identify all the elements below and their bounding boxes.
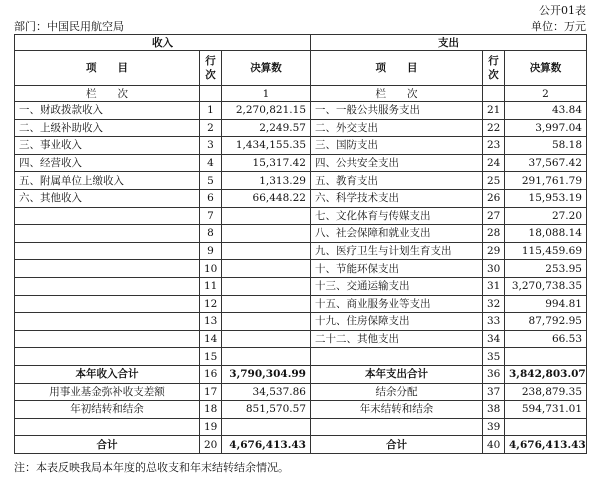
- income-item-label: 合计: [15, 436, 200, 454]
- income-amount: [222, 295, 311, 313]
- income-line-number: 9: [200, 242, 222, 260]
- income-line-number: 15: [200, 348, 222, 366]
- expense-amount: 291,761.79: [505, 172, 587, 190]
- income-item-label: [15, 313, 200, 331]
- income-column-row-blank: [200, 86, 222, 102]
- income-item-label: [15, 207, 200, 225]
- income-line-number: 18: [200, 401, 222, 419]
- expense-item-label: 本年支出合计: [311, 365, 483, 383]
- income-column-row-label: 栏 次: [15, 86, 200, 102]
- expense-item-label: [311, 348, 483, 366]
- year-total-row: [15, 365, 587, 383]
- income-line-number: 5: [200, 172, 222, 190]
- income-line-header-top: 行: [205, 55, 216, 67]
- expense-amount: 27.20: [505, 207, 587, 225]
- income-section-title: 收入: [15, 35, 311, 51]
- expense-line-number: 34: [483, 330, 505, 348]
- department-label: 部门：中国民用航空局: [14, 20, 124, 33]
- expense-amount: 87,792.95: [505, 313, 587, 331]
- expense-item-label: 八、社会保障和就业支出: [311, 225, 483, 243]
- income-line-header-bottom: 次: [205, 69, 216, 81]
- income-item-label: [15, 260, 200, 278]
- expense-line-number: 26: [483, 189, 505, 207]
- table-row: [15, 277, 587, 295]
- income-line-number: 3: [200, 137, 222, 155]
- expense-amount: 994.81: [505, 295, 587, 313]
- expense-line-number: 22: [483, 119, 505, 137]
- footnote: 注：本表反映我局本年度的总收支和年末结转结余情况。: [14, 461, 289, 474]
- form-code: 公开01表: [539, 4, 586, 17]
- income-item-label: 五、附属单位上缴收入: [15, 172, 200, 190]
- income-line-number: 16: [200, 365, 222, 383]
- expense-amount: [505, 418, 587, 436]
- expense-amount: 4,676,413.43: [505, 436, 587, 454]
- table-row: [15, 172, 587, 190]
- expense-line-number: 28: [483, 225, 505, 243]
- expense-amount: 15,953.19: [505, 189, 587, 207]
- income-line-number: 8: [200, 225, 222, 243]
- expense-item-label: 十、节能环保支出: [311, 260, 483, 278]
- expense-column-row-blank: [483, 86, 505, 102]
- income-item-label: 本年收入合计: [15, 365, 200, 383]
- income-line-number: 1: [200, 102, 222, 120]
- income-line-number: 14: [200, 330, 222, 348]
- income-amount: [222, 277, 311, 295]
- income-item-label: 三、事业收入: [15, 137, 200, 155]
- income-amount-header: 决算数: [222, 51, 311, 86]
- income-amount: 1,313.29: [222, 172, 311, 190]
- expense-item-label: 四、公共安全支出: [311, 154, 483, 172]
- income-line-number: 20: [200, 436, 222, 454]
- income-line-number: 10: [200, 260, 222, 278]
- expense-line-number: 24: [483, 154, 505, 172]
- expense-item-label: 结余分配: [311, 383, 483, 401]
- expense-column-number: 2: [505, 86, 587, 102]
- table-row: [15, 313, 587, 331]
- income-amount: 66,448.22: [222, 189, 311, 207]
- expense-line-number: 35: [483, 348, 505, 366]
- expense-amount: 66.53: [505, 330, 587, 348]
- income-amount: 2,270,821.15: [222, 102, 311, 120]
- table-row: [15, 295, 587, 313]
- expense-item-label: 十三、交通运输支出: [311, 277, 483, 295]
- expense-item-label: [311, 418, 483, 436]
- expense-column-row-label: 栏 次: [311, 86, 483, 102]
- expense-item-label: 十九、住房保障支出: [311, 313, 483, 331]
- table-row: [15, 119, 587, 137]
- table-row: [15, 102, 587, 120]
- income-item-label: 六、其他收入: [15, 189, 200, 207]
- income-item-label: [15, 348, 200, 366]
- expense-amount: 115,459.69: [505, 242, 587, 260]
- expense-line-number: 23: [483, 137, 505, 155]
- income-line-number: 17: [200, 383, 222, 401]
- income-item-label: [15, 225, 200, 243]
- expense-line-number: 27: [483, 207, 505, 225]
- income-line-header: [200, 51, 222, 86]
- expense-amount: [505, 348, 587, 366]
- expense-amount: 58.18: [505, 137, 587, 155]
- expense-item-label: 二、外交支出: [311, 119, 483, 137]
- income-amount: 15,317.42: [222, 154, 311, 172]
- expense-line-number: 40: [483, 436, 505, 454]
- table-row: [15, 383, 587, 401]
- income-amount: 851,570.57: [222, 401, 311, 419]
- expense-item-label: 九、医疗卫生与计划生育支出: [311, 242, 483, 260]
- expense-amount-header: 决算数: [505, 51, 587, 86]
- income-item-label: [15, 418, 200, 436]
- expense-amount: 3,842,803.07: [505, 365, 587, 383]
- expense-line-number: 39: [483, 418, 505, 436]
- expense-item-label: 七、文化体育与传媒支出: [311, 207, 483, 225]
- income-line-number: 6: [200, 189, 222, 207]
- income-amount: [222, 207, 311, 225]
- table-row: [15, 242, 587, 260]
- expense-line-number: 29: [483, 242, 505, 260]
- expense-line-number: 33: [483, 313, 505, 331]
- income-amount: [222, 330, 311, 348]
- income-amount: [222, 418, 311, 436]
- expense-item-label: 二十二、其他支出: [311, 330, 483, 348]
- expense-line-number: 32: [483, 295, 505, 313]
- table-row: [15, 401, 587, 419]
- income-amount: 2,249.57: [222, 119, 311, 137]
- income-amount: [222, 242, 311, 260]
- income-amount: [222, 313, 311, 331]
- income-amount: [222, 225, 311, 243]
- income-line-number: 12: [200, 295, 222, 313]
- income-item-label: [15, 277, 200, 295]
- income-line-number: 7: [200, 207, 222, 225]
- expense-amount: 18,088.14: [505, 225, 587, 243]
- expense-item-label: 年末结转和结余: [311, 401, 483, 419]
- income-item-label: 年初结转和结余: [15, 401, 200, 419]
- table-row: [15, 154, 587, 172]
- income-amount: 4,676,413.43: [222, 436, 311, 454]
- expense-amount: 253.95: [505, 260, 587, 278]
- table-row: [15, 225, 587, 243]
- income-amount: [222, 260, 311, 278]
- table-row: [15, 137, 587, 155]
- income-item-label: 四、经营收入: [15, 154, 200, 172]
- table-row: [15, 207, 587, 225]
- income-item-label: [15, 295, 200, 313]
- income-item-header: 项 目: [15, 51, 200, 86]
- income-line-number: 13: [200, 313, 222, 331]
- income-item-label: [15, 330, 200, 348]
- expense-line-header-top: 行: [488, 55, 499, 67]
- expense-item-header: 项 目: [311, 51, 483, 86]
- section-header-row: [15, 35, 587, 51]
- income-line-number: 4: [200, 154, 222, 172]
- income-item-label: 二、上级补助收入: [15, 119, 200, 137]
- expense-amount: 43.84: [505, 102, 587, 120]
- table-row: [15, 418, 587, 436]
- income-item-label: 用事业基金弥补收支差额: [15, 383, 200, 401]
- expense-item-label: 一、一般公共服务支出: [311, 102, 483, 120]
- income-line-number: 19: [200, 418, 222, 436]
- expense-line-number: 31: [483, 277, 505, 295]
- expense-line-header: [483, 51, 505, 86]
- income-item-label: 一、财政拨款收入: [15, 102, 200, 120]
- expense-amount: 238,879.35: [505, 383, 587, 401]
- budget-summary-table: [14, 34, 587, 454]
- table-row: [15, 260, 587, 278]
- expense-amount: 37,567.42: [505, 154, 587, 172]
- table-row: [15, 330, 587, 348]
- expense-item-label: 合计: [311, 436, 483, 454]
- income-column-number: 1: [222, 86, 311, 102]
- expense-line-number: 36: [483, 365, 505, 383]
- column-number-row: [15, 86, 587, 102]
- expense-amount: 594,731.01: [505, 401, 587, 419]
- table-row: [15, 189, 587, 207]
- expense-line-header-bottom: 次: [488, 69, 499, 81]
- unit-label: 单位：万元: [531, 20, 586, 33]
- expense-line-number: 37: [483, 383, 505, 401]
- expense-line-number: 21: [483, 102, 505, 120]
- column-header-row: [15, 51, 587, 86]
- income-amount: 1,434,155.35: [222, 137, 311, 155]
- expense-amount: 3,270,738.35: [505, 277, 587, 295]
- expense-item-label: 五、教育支出: [311, 172, 483, 190]
- expense-item-label: 三、国防支出: [311, 137, 483, 155]
- income-amount: [222, 348, 311, 366]
- expense-line-number: 25: [483, 172, 505, 190]
- table-row: [15, 348, 587, 366]
- expense-item-label: 十五、商业服务业等支出: [311, 295, 483, 313]
- income-line-number: 2: [200, 119, 222, 137]
- expense-item-label: 六、科学技术支出: [311, 189, 483, 207]
- expense-section-title: 支出: [311, 35, 587, 51]
- income-line-number: 11: [200, 277, 222, 295]
- income-item-label: [15, 242, 200, 260]
- grand-total-row: [15, 436, 587, 454]
- income-amount: 3,790,304.99: [222, 365, 311, 383]
- expense-line-number: 30: [483, 260, 505, 278]
- expense-amount: 3,997.04: [505, 119, 587, 137]
- expense-line-number: 38: [483, 401, 505, 419]
- income-amount: 34,537.86: [222, 383, 311, 401]
